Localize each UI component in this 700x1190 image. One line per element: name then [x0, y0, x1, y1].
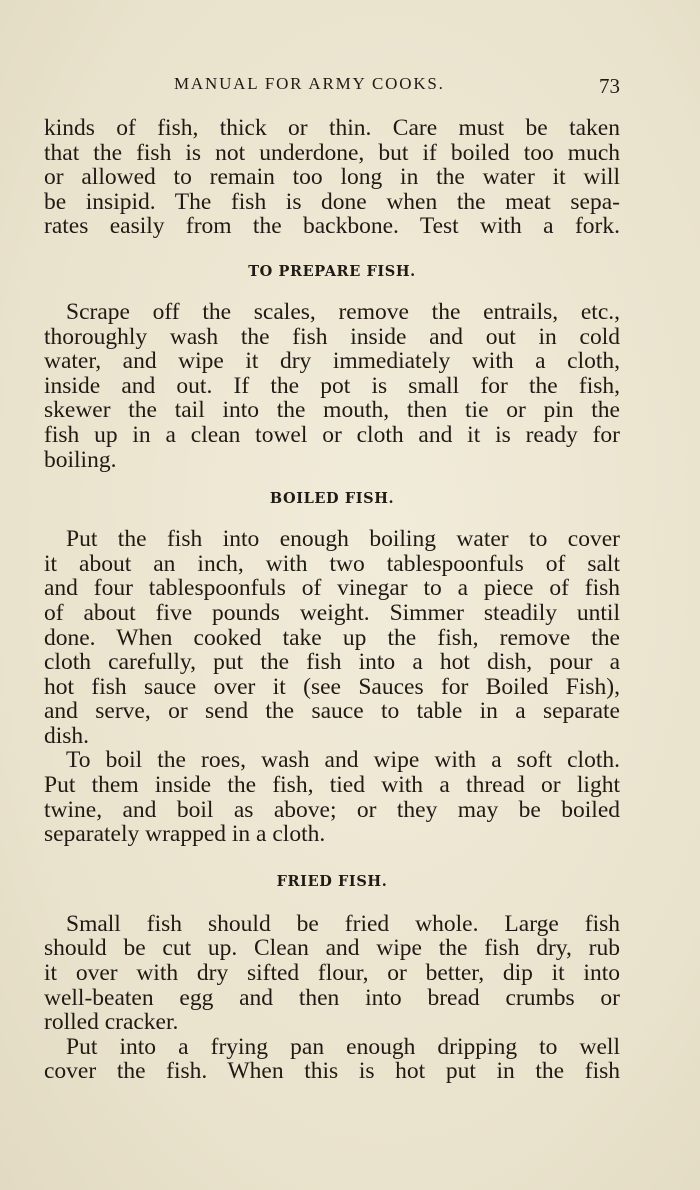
text-line: Put them inside the fish, tied with a thread or light	[44, 772, 620, 799]
page-body	[44, 116, 620, 1084]
text-line: rates easily from the backbone. Test with a fork.	[44, 213, 620, 240]
text-line: separately wrapped in a cloth.	[44, 821, 326, 848]
text-line: cloth carefully, put the fish into a hot dish, pour a	[44, 649, 620, 676]
text-line: hot fish sauce over it (see Sauces for Boiled Fish),	[44, 673, 620, 700]
running-header	[44, 74, 620, 98]
text-line: that the fish is not underdone, but if boiled too much	[44, 139, 620, 166]
text-line: twine, and boil as above; or they may be boiled	[44, 796, 620, 823]
text-line: or allowed to remain too long in the water it will	[44, 164, 620, 191]
intro-paragraph	[44, 116, 620, 239]
fried-paragraph-1	[44, 912, 620, 1035]
text-line: kinds of fish, thick or thin. Care must be taken	[44, 115, 620, 141]
text-line: be insipid. The fish is done when the meat sepa-	[44, 188, 620, 215]
text-line: Small fish should be fried whole. Large fish	[66, 910, 620, 937]
text-line: thoroughly wash the fish inside and out in cold	[44, 323, 620, 350]
prepare-paragraph	[44, 300, 620, 472]
text-line: and serve, or send the sauce to table in a separate	[44, 698, 620, 725]
text-line: Scrape off the scales, remove the entrails, etc.,	[66, 298, 620, 325]
text-line: cover the fish. When this is hot put in the fish	[44, 1058, 620, 1085]
text-line: of about five pounds weight. Simmer steadily until	[44, 599, 620, 626]
text-line: done. When cooked take up the fish, remove the	[44, 624, 620, 651]
heading-boiled-fish: BOILED FISH.	[269, 490, 395, 508]
text-line: well-beaten egg and then into bread crumbs or	[44, 984, 620, 1011]
text-line: inside and out. If the pot is small for the fish,	[44, 372, 620, 399]
heading-fried-fish: FRIED FISH.	[276, 872, 388, 890]
text-line: Put the fish into enough boiling water to cover	[66, 526, 620, 553]
text-line: skewer the tail into the mouth, then tie or pin the	[44, 397, 620, 424]
text-line: fish up in a clean towel or cloth and it is ready for	[44, 421, 620, 448]
text-line: and four tablespoonfuls of vinegar to a piece of fish	[44, 575, 620, 602]
heading-to-prepare-fish: TO PREPARE FISH.	[248, 262, 416, 280]
text-line: it about an inch, with two tablespoonfuls of salt	[44, 550, 620, 577]
text-line: it over with dry sifted flour, or better, dip it into	[44, 960, 620, 987]
text-line: dish.	[44, 722, 90, 749]
text-line: To boil the roes, wash and wipe with a soft cloth.	[66, 747, 620, 774]
text-line: boiling.	[44, 446, 117, 473]
text-line: Put into a frying pan enough dripping to well	[66, 1033, 620, 1060]
text-line: should be cut up. Clean and wipe the fish dry, rub	[44, 935, 620, 962]
page-number: 73	[599, 74, 620, 98]
boiled-paragraph-1	[44, 527, 620, 748]
text-line: rolled cracker.	[44, 1009, 179, 1036]
boiled-paragraph-2	[44, 748, 620, 846]
running-title: MANUAL FOR ARMY COOKS.	[174, 74, 445, 93]
fried-paragraph-2	[44, 1035, 620, 1084]
text-line: water, and wipe it dry immediately with a cloth,	[44, 348, 620, 375]
